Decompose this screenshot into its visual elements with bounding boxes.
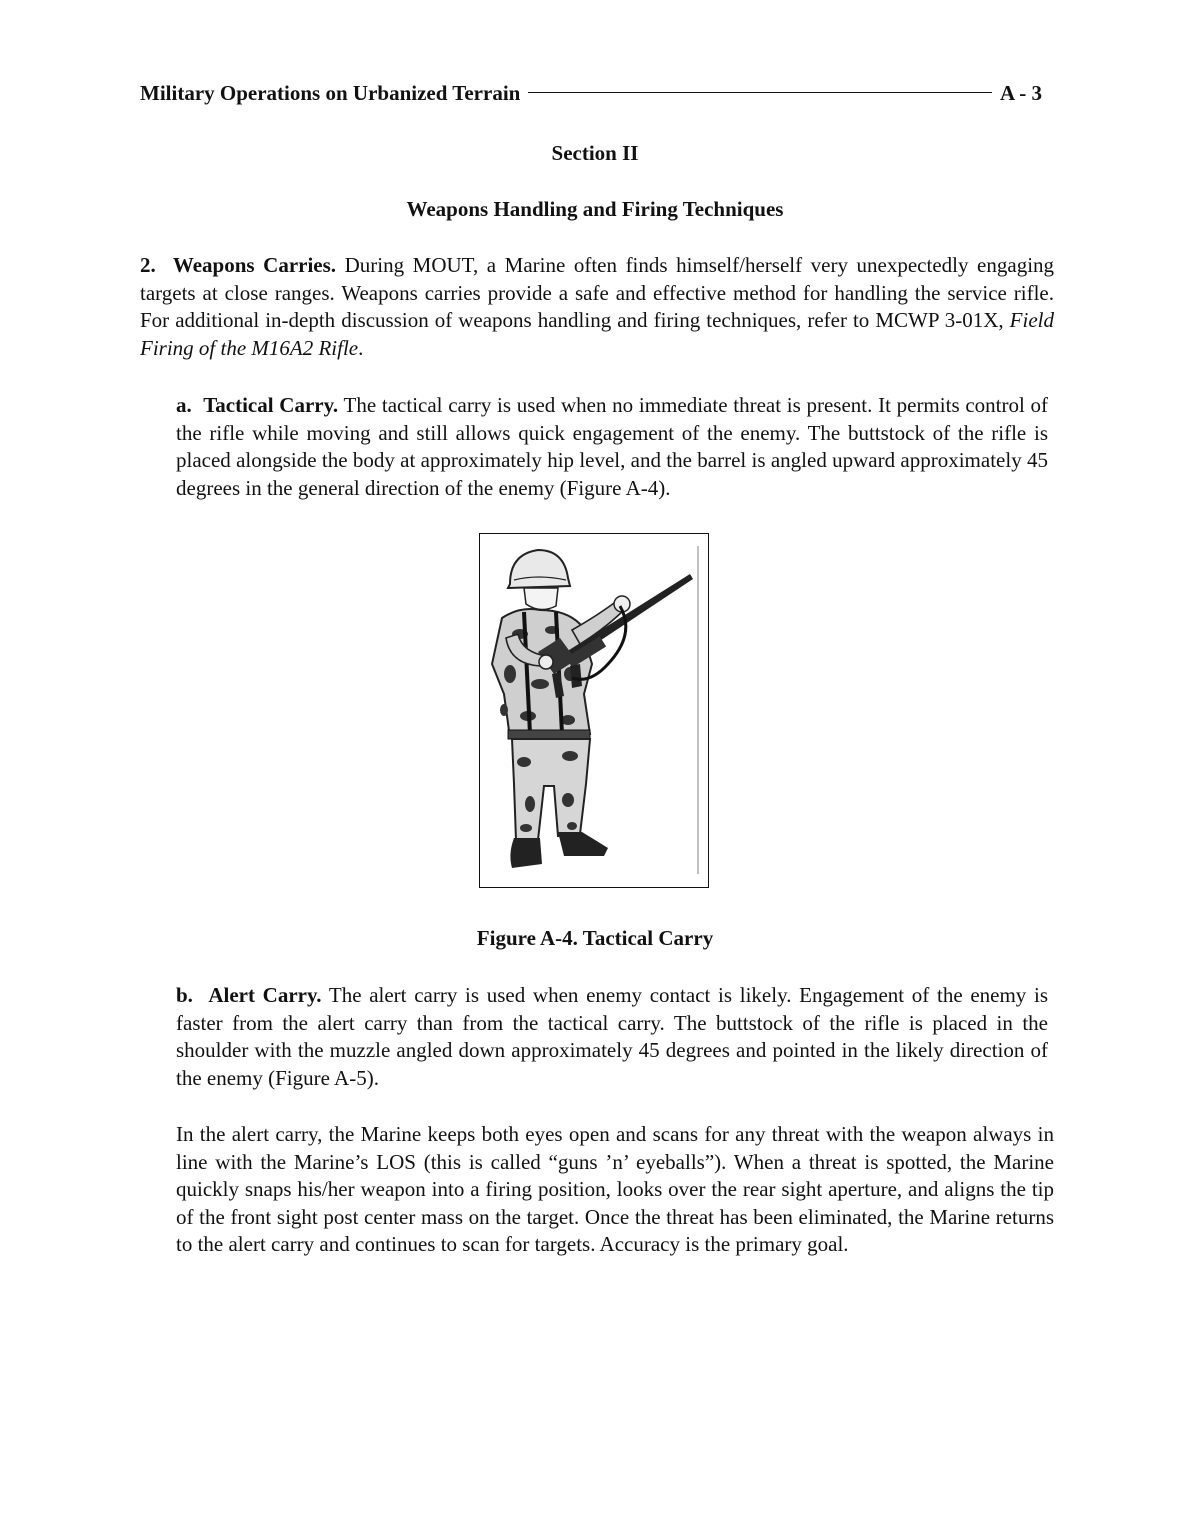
paragraph-2 [140, 252, 1054, 362]
paragraph-a-text: The tactical carry is used when no immediate threat is present. It permits control of the rifle while moving and still allows quick engagement of the enemy. The buttstock of the rifle is placed alongside the body at approximately hip level, and the barrel is angled upward approximately 45 degrees in the general direction of the enemy (Figure A-4). [176, 393, 1049, 500]
paragraph-2-text: During MOUT, a Marine often finds himself/herself very unexpectedly engaging targets at close ranges. Weapons carries provide a safe and effective method for handling the service rifle. For additional in-depth discussion of weapons handling and firing techniques, refer to MCWP 3-01X, [140, 253, 1055, 332]
paragraph-b-continued: In the alert carry, the Marine keeps both eyes open and scans for any threat with the weapon always in line with the Marine’s LOS (this is called “guns ’n’ eyeballs”). When a threat is spotted, the Marine quickly snaps his/her weapon into a firing position, looks over the rear sight aperture, and aligns the tip of the front sight post center mass on the target. Once the threat has been eliminated, the Marine returns to the alert carry and continues to scan for targets. Accuracy is the primary goal. [176, 1122, 1054, 1256]
section-title: Weapons Handling and Firing Techniques [406, 197, 784, 221]
document-title: Military Operations on Urbanized Terrain [140, 80, 521, 105]
paragraph-2-heading: Weapons Carries. [172, 253, 337, 277]
page-number: A - 3 [1000, 80, 1042, 105]
paragraph-b-text: The alert carry is used when enemy contact is likely. Engagement of the enemy is faster from the alert carry than from the tactical carry. The buttstock of the rifle is placed in the shoulder with the muzzle angled down approximately 45 degrees and pointed in the likely direction of the enemy (Figure A-5). [176, 983, 1049, 1090]
paragraph-b [176, 982, 1048, 1092]
section-label: Section II [551, 141, 639, 165]
paragraph-2-text-end: . [358, 335, 364, 360]
paragraph-b-letter: b. [176, 983, 193, 1007]
header-rule [528, 92, 992, 93]
publication-title: Field Firing of the M16A2 Rifle [140, 308, 1054, 360]
figure-a4-frame [479, 533, 709, 888]
figure-caption: Figure A-4. Tactical Carry [476, 926, 714, 950]
paragraph-a-letter: a. [176, 393, 192, 417]
paragraph-a [176, 392, 1048, 502]
paragraph-a-heading: Tactical Carry. [203, 393, 339, 417]
marine-tactical-carry-illustration [480, 534, 707, 886]
paragraph-2-number: 2. [140, 253, 156, 277]
paragraph-b-heading: Alert Carry. [208, 983, 322, 1007]
running-header [140, 78, 1042, 108]
